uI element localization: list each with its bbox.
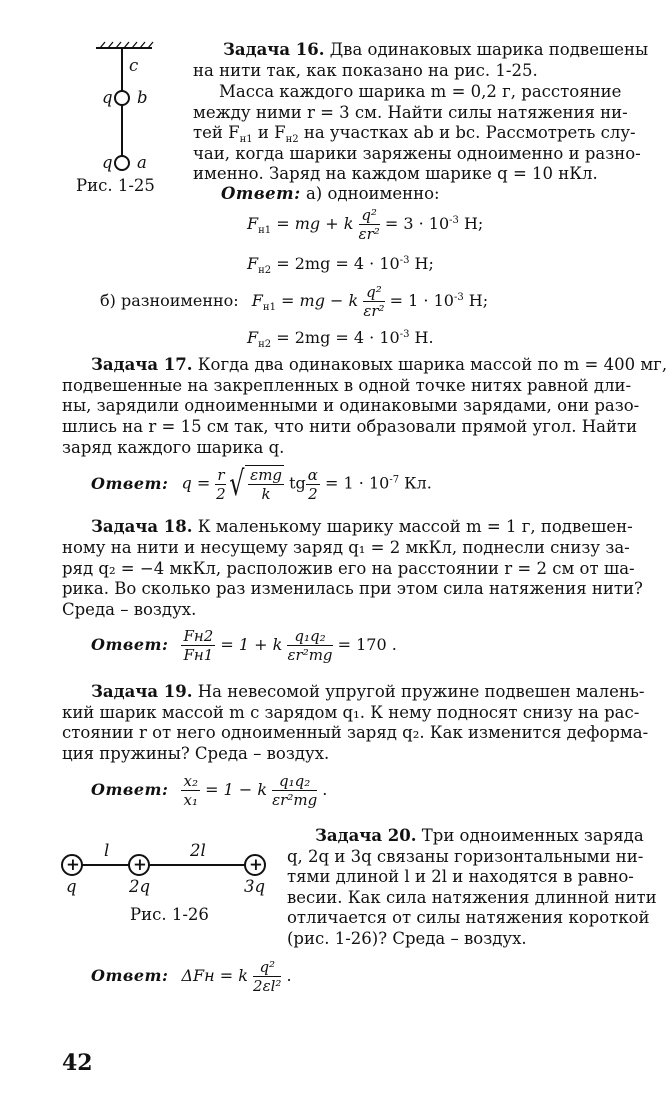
figure-1-26 (55, 850, 280, 880)
fig26-plus-2: + (133, 855, 147, 874)
p20-line1 (315, 826, 644, 846)
p16-line7: именно. Заряд на каждом шарике q = 10 нКл. (193, 164, 598, 183)
p16-answer-label: Ответ: (221, 184, 301, 203)
eq3-num: q² (363, 283, 384, 302)
eq3-rhs: = 1 · 10 (389, 291, 454, 310)
p17-line1 (91, 355, 667, 375)
p18-num: Fн2 (183, 627, 214, 645)
eq1-exp: -3 (449, 215, 459, 226)
p19-num2: q₁q₂ (272, 772, 317, 791)
eq2-sub: н2 (258, 265, 272, 276)
eq3-F: F (251, 291, 263, 310)
eq1-F: F (247, 214, 259, 233)
p17-sqrt-num: εmg (250, 466, 283, 484)
p18-line3: ряд q₂ = −4 мкКл, расположив его на расстоянии r = 2 см от ша- (62, 559, 635, 578)
fig26-plus-3: + (249, 855, 263, 874)
p20-line3: тями длиной l и 2l и находятся в равно- (287, 867, 634, 886)
eq2-F: F (247, 254, 259, 273)
p19-den2: εr²mg (272, 791, 318, 809)
eq3-sub: н1 (262, 302, 276, 313)
eq3-den: εr² (363, 302, 385, 320)
p16-line4: между ними r = 3 см. Найти силы натяжения ни- (193, 103, 628, 122)
p18-answer-label: Ответ: (91, 635, 169, 654)
p17-unit: Кл. (399, 473, 432, 493)
p20-frac (253, 958, 281, 995)
p20-den: 2εl² (253, 977, 282, 995)
p18-mid: = 1 + k (220, 635, 283, 654)
p17-sqrt-den: k (261, 485, 271, 503)
p17-answer-label: Ответ: (91, 473, 169, 493)
p18-line4: рика. Во сколько раз изменилась при этом сила натяжения нити? (62, 579, 643, 598)
eq4-unit: Н. (409, 328, 434, 347)
fig26-label-2q: 2q (129, 877, 151, 896)
eq2-rhs: = 2mg = 4 · 10 (276, 254, 400, 273)
p17-frac1-den: 2 (216, 484, 226, 503)
p20-line4: весии. Как сила натяжения длинной нити (287, 888, 657, 907)
p18-den: Fн1 (183, 646, 214, 664)
p17-line3: ны, зарядили одноименными и одинаковыми зарядами, они разо- (62, 396, 640, 415)
p16-eq3 (100, 283, 488, 320)
eq1-den: εr² (358, 225, 380, 243)
p18-frac1 (181, 627, 215, 664)
p17-answer (91, 465, 432, 503)
p20-tail: . (286, 966, 292, 985)
p17-text1: Когда два одинаковых шарика массой по m = 400 мг, (197, 355, 668, 374)
p19-text1: На невесомой упругой пружине подвешен малень- (197, 682, 645, 701)
p17-frac2-den: 2 (308, 484, 318, 503)
p17-frac1-num: r (217, 465, 225, 484)
fig25-label-c: c (129, 56, 139, 75)
p17-frac1 (215, 466, 226, 503)
eq4-F: F (247, 328, 259, 347)
eq4-sub: н2 (258, 339, 272, 350)
p16-answer-line (221, 184, 440, 204)
p16-title: Задача 16. (223, 40, 325, 59)
p19-frac2 (272, 772, 317, 809)
fig26-caption: Рис. 1-26 (130, 905, 209, 924)
ball-a (115, 156, 129, 170)
p19-mid: = 1 − k (205, 780, 268, 799)
p20-line2: q, 2q и 3q связаны горизонтальными ни- (287, 847, 644, 866)
eq2-exp: -3 (399, 255, 410, 266)
p18-title: Задача 18. (91, 517, 193, 536)
p16-line2: на нити так, как показано на рис. 1-25. (193, 61, 538, 80)
p20-line5: отличается от силы натяжения короткой (287, 908, 650, 927)
eq1-rhs: = 3 · 10 (384, 214, 450, 233)
eq1-num: q² (359, 206, 380, 225)
p19-line3: стоянии r от него одноименный заряд q₂. Как изменится деформа- (62, 723, 649, 742)
eq3-exp: -3 (453, 292, 464, 303)
p17-q: q = (181, 473, 211, 493)
fig26-label-3q: 3q (244, 877, 266, 896)
p19-frac1 (181, 772, 199, 809)
eq4-rhs: = 2mg = 4 · 10 (276, 328, 400, 347)
p19-answer (91, 772, 327, 809)
p16-line6: чаи, когда шарики заряжены одноименно и разно- (193, 144, 641, 163)
p18-num2: q₁q₂ (287, 627, 332, 646)
fig25-label-q2: q (102, 153, 113, 172)
p19-num: x₂ (183, 772, 198, 790)
p17-title: Задача 17. (91, 355, 193, 374)
fig26-label-l: l (104, 841, 110, 860)
eq4-exp: -3 (399, 329, 410, 340)
p17-line2: подвешенные на закрепленных в одной точке нитях равной дли- (62, 376, 632, 395)
p16-sub1: н1 (239, 134, 253, 145)
p20-line6: (рис. 1-26)? Среда – воздух. (287, 929, 527, 948)
p17-tg: tg (289, 473, 306, 493)
fig26-plus-1: + (66, 855, 80, 874)
p18-text1: К маленькому шарику массой m = 1 г, подвешен- (197, 517, 633, 536)
eq1-frac (359, 206, 380, 243)
p16-l5b: и F (252, 123, 286, 142)
p16-l5a: тей F (193, 123, 240, 142)
p16-text1: Два одинаковых шарика подвешены (329, 40, 649, 59)
fig25-caption: Рис. 1-25 (76, 176, 155, 195)
p18-den2: εr²mg (287, 646, 333, 664)
p19-title: Задача 19. (91, 682, 193, 701)
p16-sub2: н2 (285, 134, 299, 145)
p18-line5: Среда – воздух. (62, 600, 197, 619)
p17-line5: заряд каждого шарика q. (62, 438, 285, 457)
p17-rhs: = 1 · 10 (325, 473, 390, 493)
p16-eq4 (247, 328, 434, 350)
fig25-label-b: b (137, 88, 148, 107)
p16-eq1 (247, 206, 483, 243)
p20-text1: Три одноименных заряда (421, 826, 644, 845)
eq2-unit: Н; (409, 254, 434, 273)
p20-num: q² (253, 958, 281, 977)
p17-line4: шлись на r = 15 см так, что нити образовали прямой угол. Найти (62, 417, 638, 436)
p20-title: Задача 20. (315, 826, 417, 845)
fig26-label-2l: 2l (190, 841, 206, 860)
eq1-sub: н1 (258, 225, 272, 236)
p16-case-a: а) одноименно: (305, 184, 440, 203)
p19-answer-label: Ответ: (91, 780, 169, 799)
p19-den: x₁ (183, 791, 198, 809)
p18-line1 (91, 517, 633, 537)
page-number: 42 (62, 1050, 93, 1076)
p20-answer-label: Ответ: (91, 966, 169, 985)
eq3-mgk: = mg − k (281, 291, 359, 310)
p19-line4: ция пружины? Среда – воздух. (62, 744, 330, 763)
p18-line2: ному на нити и несущему заряд q₁ = 2 мкКл, поднесли снизу за- (62, 538, 630, 557)
eq3-unit: Н; (463, 291, 489, 310)
p17-frac2 (306, 466, 320, 503)
fig25-label-a: a (137, 153, 147, 172)
p20-answer (91, 958, 292, 995)
fig26-label-q: q (66, 877, 77, 896)
p17-frac2-num: α (307, 465, 318, 484)
p18-rhs: = 170 . (337, 635, 397, 654)
p16-line3: Масса каждого шарика m = 0,2 г, расстояние (219, 82, 622, 101)
eq3-frac (363, 283, 384, 320)
fig25-label-q1: q (102, 88, 113, 107)
p16-line1 (223, 40, 648, 60)
p19-tail: . (322, 780, 328, 799)
p16-eq2 (247, 254, 434, 276)
p18-frac2 (287, 627, 332, 664)
p19-line1 (91, 682, 644, 702)
eq1-unit: Н; (458, 214, 484, 233)
p16-l5c: на участках ab и bc. Рассмотреть слу- (298, 123, 636, 142)
sqrt-icon: √ (229, 464, 245, 504)
p19-line2: кий шарик массой m с зарядом q₁. К нему подносят снизу на рас- (62, 703, 640, 722)
p17-sqrt (245, 465, 284, 503)
eq1-mgk: = mg + k (276, 214, 354, 233)
ball-b (115, 91, 129, 105)
p20-lhs: ΔFн = k (181, 966, 248, 985)
p17-exp: -7 (389, 474, 400, 486)
p18-answer (91, 627, 397, 664)
p16-case-b: б) разноименно: (100, 291, 239, 310)
